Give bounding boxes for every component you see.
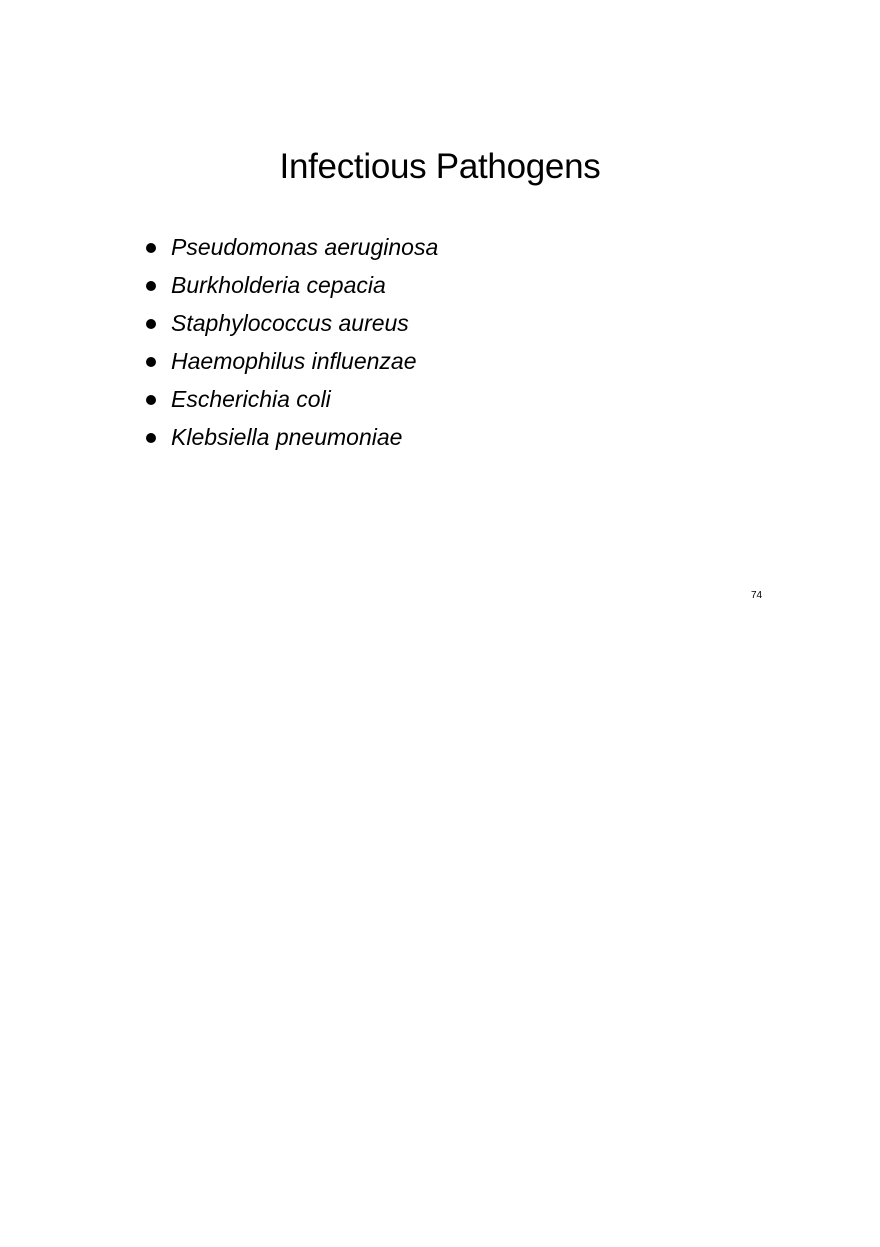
bullet-icon	[146, 281, 156, 291]
list-item-label: Pseudomonas aeruginosa	[171, 233, 439, 260]
page-number: 74	[751, 590, 763, 601]
list-item-label: Burkholderia cepacia	[171, 271, 386, 298]
list-item-label: Haemophilus influenzae	[171, 347, 417, 374]
list-item	[146, 418, 438, 456]
list-item	[146, 228, 438, 266]
pathogen-list	[146, 228, 438, 456]
bullet-icon	[146, 357, 156, 367]
bullet-icon	[146, 433, 156, 443]
page-title: Infectious Pathogens	[279, 147, 601, 186]
list-item	[146, 266, 438, 304]
list-item-label: Staphylococcus aureus	[171, 309, 409, 336]
list-item-label: Escherichia coli	[171, 385, 331, 412]
list-item	[146, 342, 438, 380]
bullet-icon	[146, 319, 156, 329]
list-item	[146, 304, 438, 342]
bullet-icon	[146, 395, 156, 405]
bullet-icon	[146, 243, 156, 253]
list-item-label: Klebsiella pneumoniae	[171, 423, 403, 450]
list-item	[146, 380, 438, 418]
